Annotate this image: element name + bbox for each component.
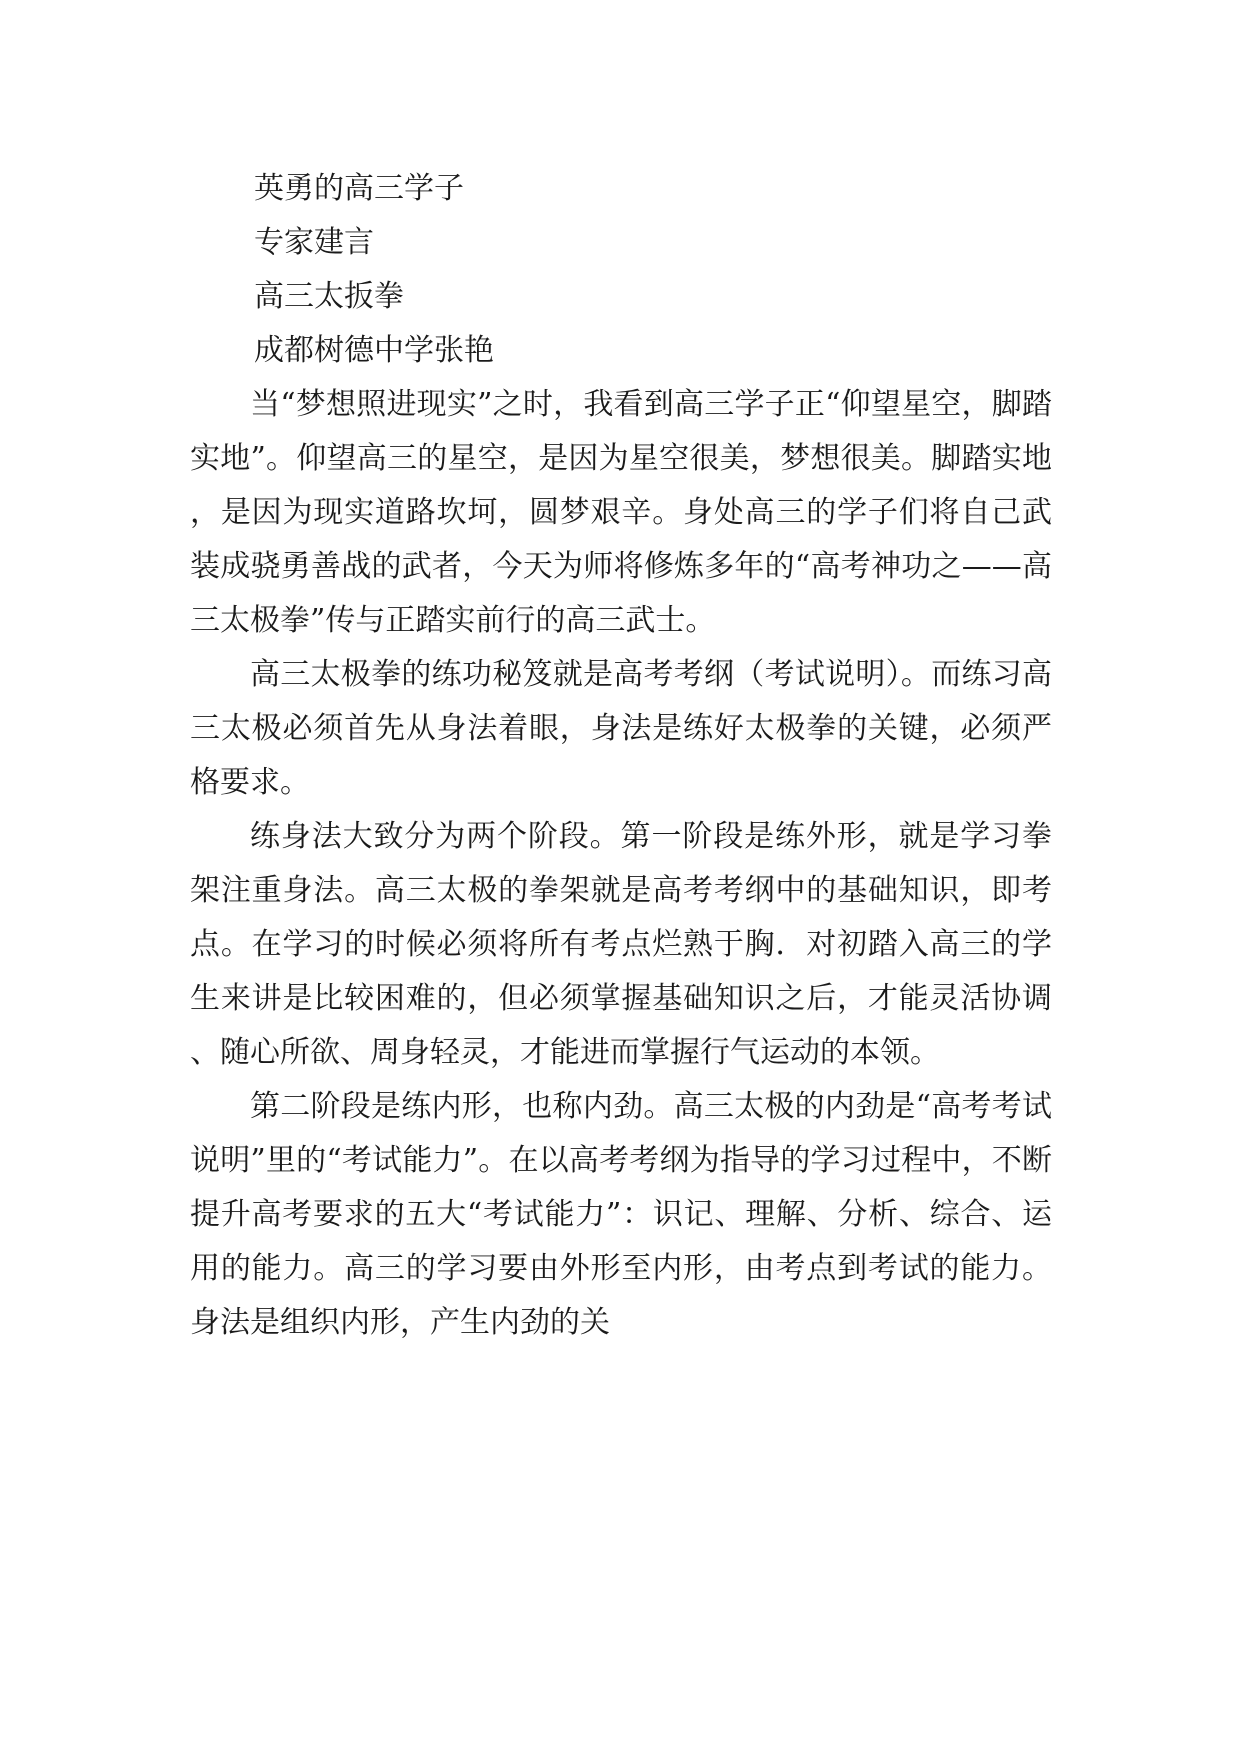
article-body: [190, 162, 1052, 1350]
column-label: 专家建言: [254, 225, 374, 260]
heading-block: [190, 162, 1052, 378]
paragraph-4: 第二阶段是练内形，也称内劲。高三太极的内劲是“高考考试说明”里的“考试能力”。在以高考考纲为指导的学习过程中，不断提升高考要求的五大“考试能力”：识记、理解、分析、综合、运用的能力。高三的学习要由外形至内形，由考点到考试的能力。身法是组织内形，产生内劲的关: [190, 1089, 1052, 1340]
paragraph-2: 高三太极拳的练功秘笈就是高考考纲（考试说明）。而练习高三太极必须首先从身法着眼，身法是练好太极拳的关键，必须严格要求。: [190, 657, 1052, 800]
paragraph-3: 练身法大致分为两个阶段。第一阶段是练外形，就是学习拳架注重身法。高三太极的拳架就是高考考纲中的基础知识，即考点。在学习的时候必须将所有考点烂熟于胸．对初踏入高三的学生来讲是比较困难的，但必须掌握基础知识之后，才能灵活协调、随心所欲、周身轻灵，才能进而掌握行气运动的本领。: [190, 819, 1052, 1070]
author-line: 成都树德中学张艳: [254, 333, 494, 368]
article-subtitle: 高三太扳拳: [254, 279, 404, 314]
article-title: 英勇的高三学子: [254, 171, 464, 206]
paragraph-1: 当“梦想照进现实”之时，我看到高三学子正“仰望星空，脚踏实地”。仰望高三的星空，是因为星空很美，梦想很美。脚踏实地，是因为现实道路坎坷，圆梦艰辛。身处高三的学子们将自己武装成骁勇善战的武者，今天为师将修炼多年的“高考神功之——高三太极拳”传与正踏实前行的高三武士。: [190, 387, 1052, 638]
